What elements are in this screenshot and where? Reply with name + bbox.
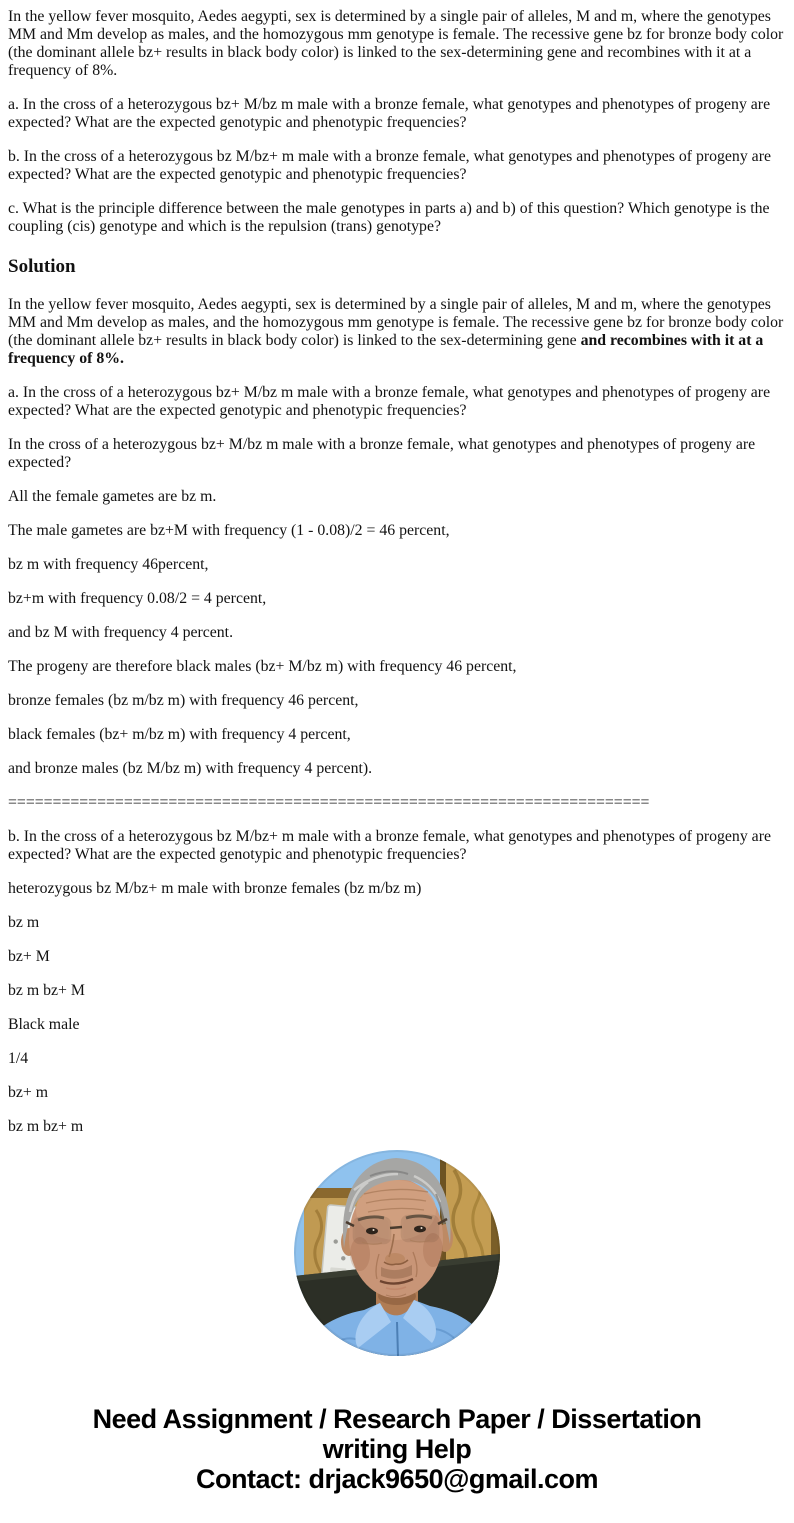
restatement-bold-text: and recombines with it at a frequency of 8%. <box>8 332 764 367</box>
problem-part-a: a. In the cross of a heterozygous bz+ M/bz m male with a bronze female, what genotypes and phenotypes of progeny are expected? What are the expected genotypic and phenotypic frequencies? <box>8 96 771 131</box>
solution-step: bz m with frequency 46percent, <box>8 556 209 573</box>
solution-step: and bz M with frequency 4 percent. <box>8 624 234 641</box>
solution-step: bz+m with frequency 0.08/2 = 4 percent, <box>8 590 267 607</box>
solution-step: All the female gametes are bz m. <box>8 488 217 505</box>
problem-part-c: c. What is the principle difference between the male genotypes in parts a) and b) of this question? Which genotype is the coupling (cis) genotype and which is the repulsion (trans) genotype? <box>8 200 770 235</box>
solution-step: bz+ M <box>8 948 50 965</box>
solution-step: bz m bz+ m <box>8 1118 84 1135</box>
portrait-image <box>294 1150 500 1356</box>
solution-step: Black male <box>8 1016 80 1033</box>
problem-intro: In the yellow fever mosquito, Aedes aegypti, sex is determined by a single pair of alleles, M and m, where the genotypes MM and Mm develop as males, and the homozygous mm genotype is female. The recessive gene bz for bronze body color (the dominant allele bz+ results in black body color) is linked to the sex-determining gene and recombines with it at a frequency of 8%. <box>8 8 784 79</box>
footer-advertisement <box>0 1404 794 1494</box>
solution-restatement <box>8 296 786 368</box>
solution-divider: ======================================================================== <box>8 794 650 811</box>
tutor-photo <box>294 1150 500 1356</box>
solution-step: and bronze males (bz M/bz m) with frequency 4 percent). <box>8 760 373 777</box>
solution-step: bz m bz+ M <box>8 982 85 999</box>
solution-step: The progeny are therefore black males (bz+ M/bz m) with frequency 46 percent, <box>8 658 517 675</box>
solution-step: The male gametes are bz+M with frequency (1 - 0.08)/2 = 46 percent, <box>8 522 450 539</box>
solution-step: a. In the cross of a heterozygous bz+ M/bz m male with a bronze female, what genotypes and phenotypes of progeny are expected? What are the expected genotypic and phenotypic frequencies? <box>8 384 771 419</box>
solution-step: black females (bz+ m/bz m) with frequency 4 percent, <box>8 726 351 743</box>
solution-steps <box>8 384 786 1136</box>
solution-step: 1/4 <box>8 1050 29 1067</box>
solution-step: bz m <box>8 914 40 931</box>
solution-step: In the cross of a heterozygous bz+ M/bz m male with a bronze female, what genotypes and phenotypes of progeny are expected? <box>8 436 756 471</box>
footer-help-line-1: Need Assignment / Research Paper / Dissertation <box>92 1404 702 1434</box>
footer-contact: Contact: drjack9650@gmail.com <box>196 1464 598 1494</box>
solution-heading: Solution <box>8 256 76 277</box>
problem-part-b: b. In the cross of a heterozygous bz M/bz+ m male with a bronze female, what genotypes and phenotypes of progeny are expected? What are the expected genotypic and phenotypic frequencies? <box>8 148 771 183</box>
solution-step: bronze females (bz m/bz m) with frequency 46 percent, <box>8 692 359 709</box>
solution-step: heterozygous bz M/bz+ m male with bronze females (bz m/bz m) <box>8 880 422 897</box>
solution-step: b. In the cross of a heterozygous bz M/bz+ m male with a bronze female, what genotypes and phenotypes of progeny are expected? What are the expected genotypic and phenotypic frequencies? <box>8 828 771 863</box>
footer-help-line-2: writing Help <box>322 1434 472 1464</box>
restatement-normal-text: In the yellow fever mosquito, Aedes aegypti, sex is determined by a single pair of alleles, M and m, where the genotypes MM and Mm develop as males, and the homozygous mm genotype is female. The recessive gene bz for bronze body color (the dominant allele bz+ results in black body color) is linked to the sex-determining gene <box>8 296 784 349</box>
solution-step: bz+ m <box>8 1084 49 1101</box>
